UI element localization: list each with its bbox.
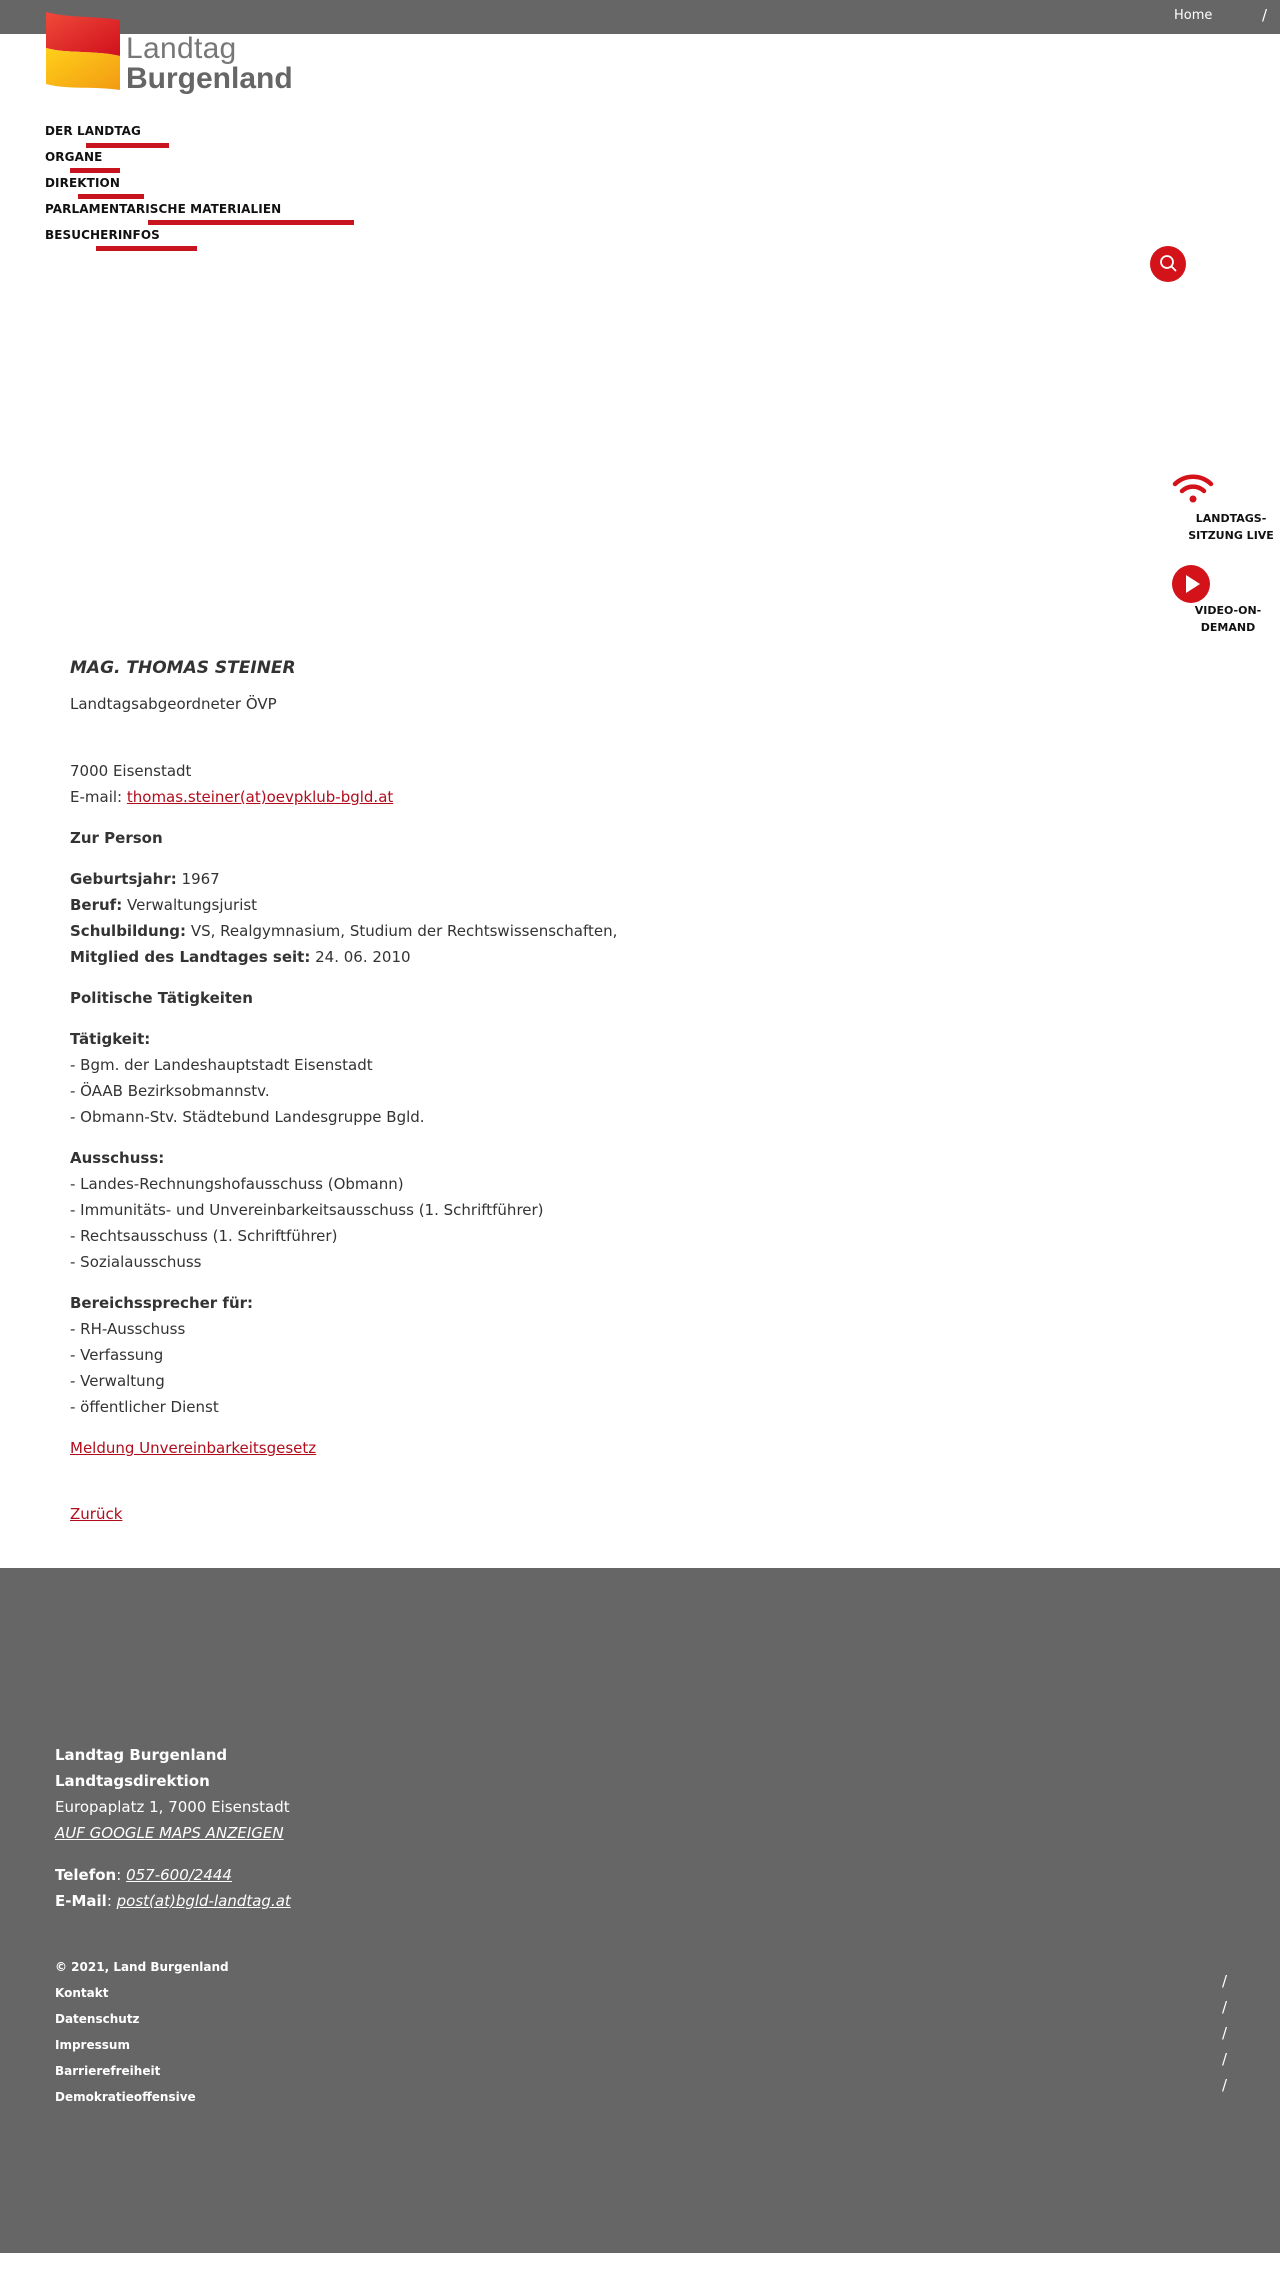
footer-org: Landtag Burgenland — [55, 1746, 228, 1764]
school-value: VS, Realgymnasium, Studium der Rechtswissenschaften, — [190, 922, 618, 940]
back-link[interactable]: Zurück — [70, 1505, 123, 1523]
birth-value: 1967 — [181, 870, 220, 888]
live-label-line2: SITZUNG LIVE — [1188, 529, 1274, 542]
footer-separators — [1222, 1968, 1227, 2098]
play-icon — [1171, 564, 1211, 604]
member-value: 24. 06. 2010 — [315, 948, 411, 966]
wifi-icon — [1171, 472, 1215, 504]
mail-label: E-Mail — [55, 1892, 107, 1910]
school-label: Schulbildung: — [70, 922, 187, 940]
nav-label: ORGANE — [45, 150, 103, 164]
person-name: MAG. THOMAS STEINER — [70, 658, 296, 678]
list-item: - Obmann-Stv. Städtebund Landesgruppe Bgld. — [70, 1108, 425, 1126]
list-item: - Immunitäts- und Unvereinbarkeitsausschuss (1. Schriftführer) — [70, 1201, 544, 1219]
separator: / — [1222, 2024, 1228, 2042]
nav-label: DIREKTION — [45, 176, 120, 190]
person-profile — [70, 655, 970, 1527]
footer-contact: Telefon: 057-600/2444 E-Mail: post(at)bgld-landtag.at — [55, 1866, 291, 1910]
site-logo[interactable] — [44, 10, 293, 100]
vod-label-line2: DEMAND — [1200, 621, 1256, 634]
home-link[interactable]: Home — [1174, 8, 1213, 23]
nav-item-direktion[interactable] — [45, 172, 281, 198]
nav-item-parlamentarische-materialien[interactable] — [45, 198, 281, 224]
section-zur-person: Zur Person — [70, 829, 163, 847]
person-city: 7000 Eisenstadt — [70, 762, 192, 780]
birth-label: Geburtsjahr: — [70, 870, 177, 888]
phone-link[interactable]: 057-600/2444 — [126, 1866, 232, 1884]
job-value: Verwaltungsjurist — [127, 896, 258, 914]
list-item: - Verfassung — [70, 1346, 164, 1364]
nav-item-organe[interactable] — [45, 146, 281, 172]
logo-line-2: Burgenland — [126, 62, 293, 95]
job-label: Beruf: — [70, 896, 123, 914]
activity-label: Tätigkeit: — [70, 1030, 151, 1048]
list-item: - Rechtsausschuss (1. Schriftführer) — [70, 1227, 338, 1245]
separator: / — [1222, 1998, 1228, 2016]
nav-label: DER LANDTAG — [45, 124, 142, 138]
committee-label: Ausschuss: — [70, 1149, 165, 1167]
topbar-separator: / — [1262, 6, 1268, 24]
flag-icon — [44, 10, 122, 92]
list-item: - RH-Ausschuss — [70, 1320, 186, 1338]
google-maps-link[interactable]: AUF GOOGLE MAPS ANZEIGEN — [55, 1824, 284, 1842]
email-label: E-mail: — [70, 788, 123, 806]
spokesperson-block — [70, 1290, 970, 1420]
search-icon — [1150, 246, 1186, 282]
separator: / — [1222, 1972, 1228, 1990]
list-item: - öffentlicher Dienst — [70, 1398, 219, 1416]
footer-links — [55, 1954, 229, 2110]
committees-block — [70, 1145, 970, 1275]
section-politische-taetigkeiten: Politische Tätigkeiten — [70, 989, 253, 1007]
nav-label: PARLAMENTARISCHE MATERIALIEN — [45, 202, 282, 216]
email-link[interactable]: thomas.steiner(at)oevpklub-bgld.at — [126, 788, 394, 806]
list-item: - Verwaltung — [70, 1372, 165, 1390]
separator: / — [1222, 2076, 1228, 2094]
nav-underline — [96, 246, 197, 251]
incompatibility-report-link[interactable]: Meldung Unvereinbarkeitsgesetz — [70, 1439, 317, 1457]
footer-link-datenschutz[interactable]: Datenschutz — [55, 2012, 140, 2026]
nav-item-besucherinfos[interactable] — [45, 224, 281, 250]
member-label: Mitglied des Landtages seit: — [70, 948, 311, 966]
footer-street: Europaplatz 1, 7000 Eisenstadt — [55, 1798, 290, 1816]
nav-label: BESUCHERINFOS — [45, 228, 160, 242]
list-item: - Landes-Rechnungshofausschuss (Obmann) — [70, 1175, 404, 1193]
activities-block — [70, 1026, 970, 1130]
search-button[interactable] — [1150, 246, 1186, 282]
footer-link-barrierefreiheit[interactable]: Barrierefreiheit — [55, 2064, 161, 2078]
footer-address — [55, 1742, 290, 1846]
live-label-line1: LANDTAGS- — [1195, 512, 1267, 525]
footer — [0, 1568, 1280, 2253]
phone-label: Telefon — [55, 1866, 117, 1884]
person-role: Landtagsabgeordneter ÖVP — [70, 695, 277, 713]
vod-label-line1: VIDEO-ON- — [1194, 604, 1262, 617]
separator: / — [1222, 2050, 1228, 2068]
list-item: - Sozialausschuss — [70, 1253, 202, 1271]
email-line — [70, 784, 970, 810]
list-item: - Bgm. der Landeshauptstadt Eisenstadt — [70, 1056, 373, 1074]
main-nav — [45, 120, 281, 250]
footer-link-demokratieoffensive[interactable]: Demokratieoffensive — [55, 2090, 196, 2104]
footer-link-kontakt[interactable]: Kontakt — [55, 1986, 109, 2000]
copyright: © 2021, Land Burgenland — [55, 1960, 229, 1974]
mail-link[interactable]: post(at)bgld-landtag.at — [116, 1892, 291, 1910]
nav-item-der-landtag[interactable] — [45, 120, 281, 146]
logo-line-1: Landtag — [126, 32, 237, 65]
footer-dept: Landtagsdirektion — [55, 1772, 210, 1790]
footer-link-impressum[interactable]: Impressum — [55, 2038, 130, 2052]
spokesperson-label: Bereichssprecher für: — [70, 1294, 254, 1312]
list-item: - ÖAAB Bezirksobmannstv. — [70, 1082, 270, 1100]
person-facts — [70, 866, 970, 970]
